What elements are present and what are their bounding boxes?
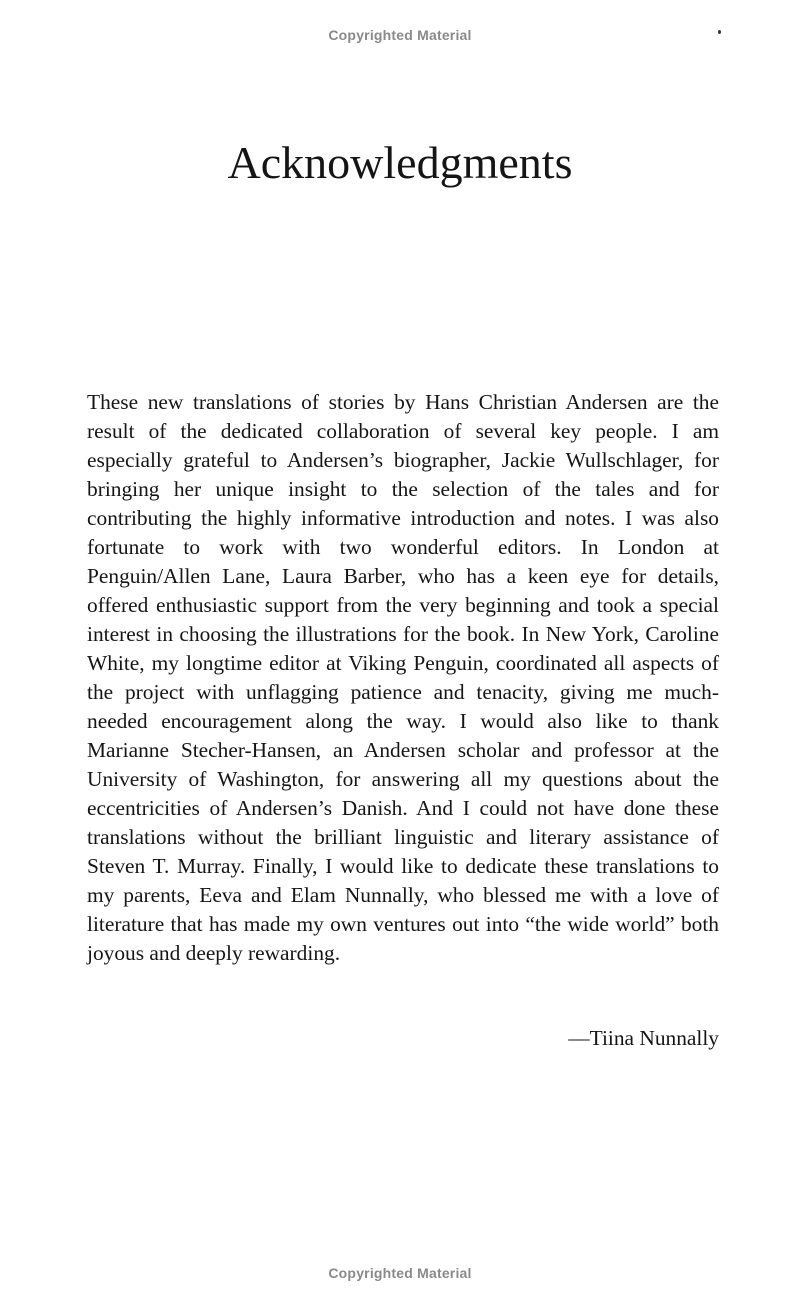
- scan-speck: [718, 30, 721, 34]
- copyright-watermark-top: Copyrighted Material: [328, 27, 472, 43]
- acknowledgments-paragraph: These new translations of stories by Hans Christian Andersen are the result of the dedicated collaboration of several key people. I am especially grateful to Andersen’s biographer, Jackie Wullschlager, for bringing her unique insight to the selection of the tales and for contributing the highly informative introduction and notes. I was also fortunate to work with two wonderful editors. In London at Penguin/Allen Lane, Laura Barber, who has a keen eye for details, offered enthusiastic support from the very beginning and took a special interest in choosing the illustrations for the book. In New York, Caroline White, my longtime editor at Viking Penguin, coordinated all aspects of the project with unflagging patience and tenacity, giving me much-needed encouragement along the way. I would also like to thank Marianne Stecher-Hansen, an Andersen scholar and professor at the University of Washington, for answering all my questions about the eccentricities of Andersen’s Danish. And I could not have done these translations without the brilliant linguistic and literary assistance of Steven T. Murray. Finally, I would like to dedicate these translations to my parents, Eeva and Elam Nunnally, who blessed me with a love of literature that has made my own ventures out into “the wide world” both joyous and deeply rewarding.: [87, 390, 719, 965]
- copyright-watermark-bottom: Copyrighted Material: [328, 1265, 472, 1281]
- author-signature: —Tiina Nunnally: [568, 1026, 719, 1050]
- page-title: Acknowledgments: [227, 137, 573, 188]
